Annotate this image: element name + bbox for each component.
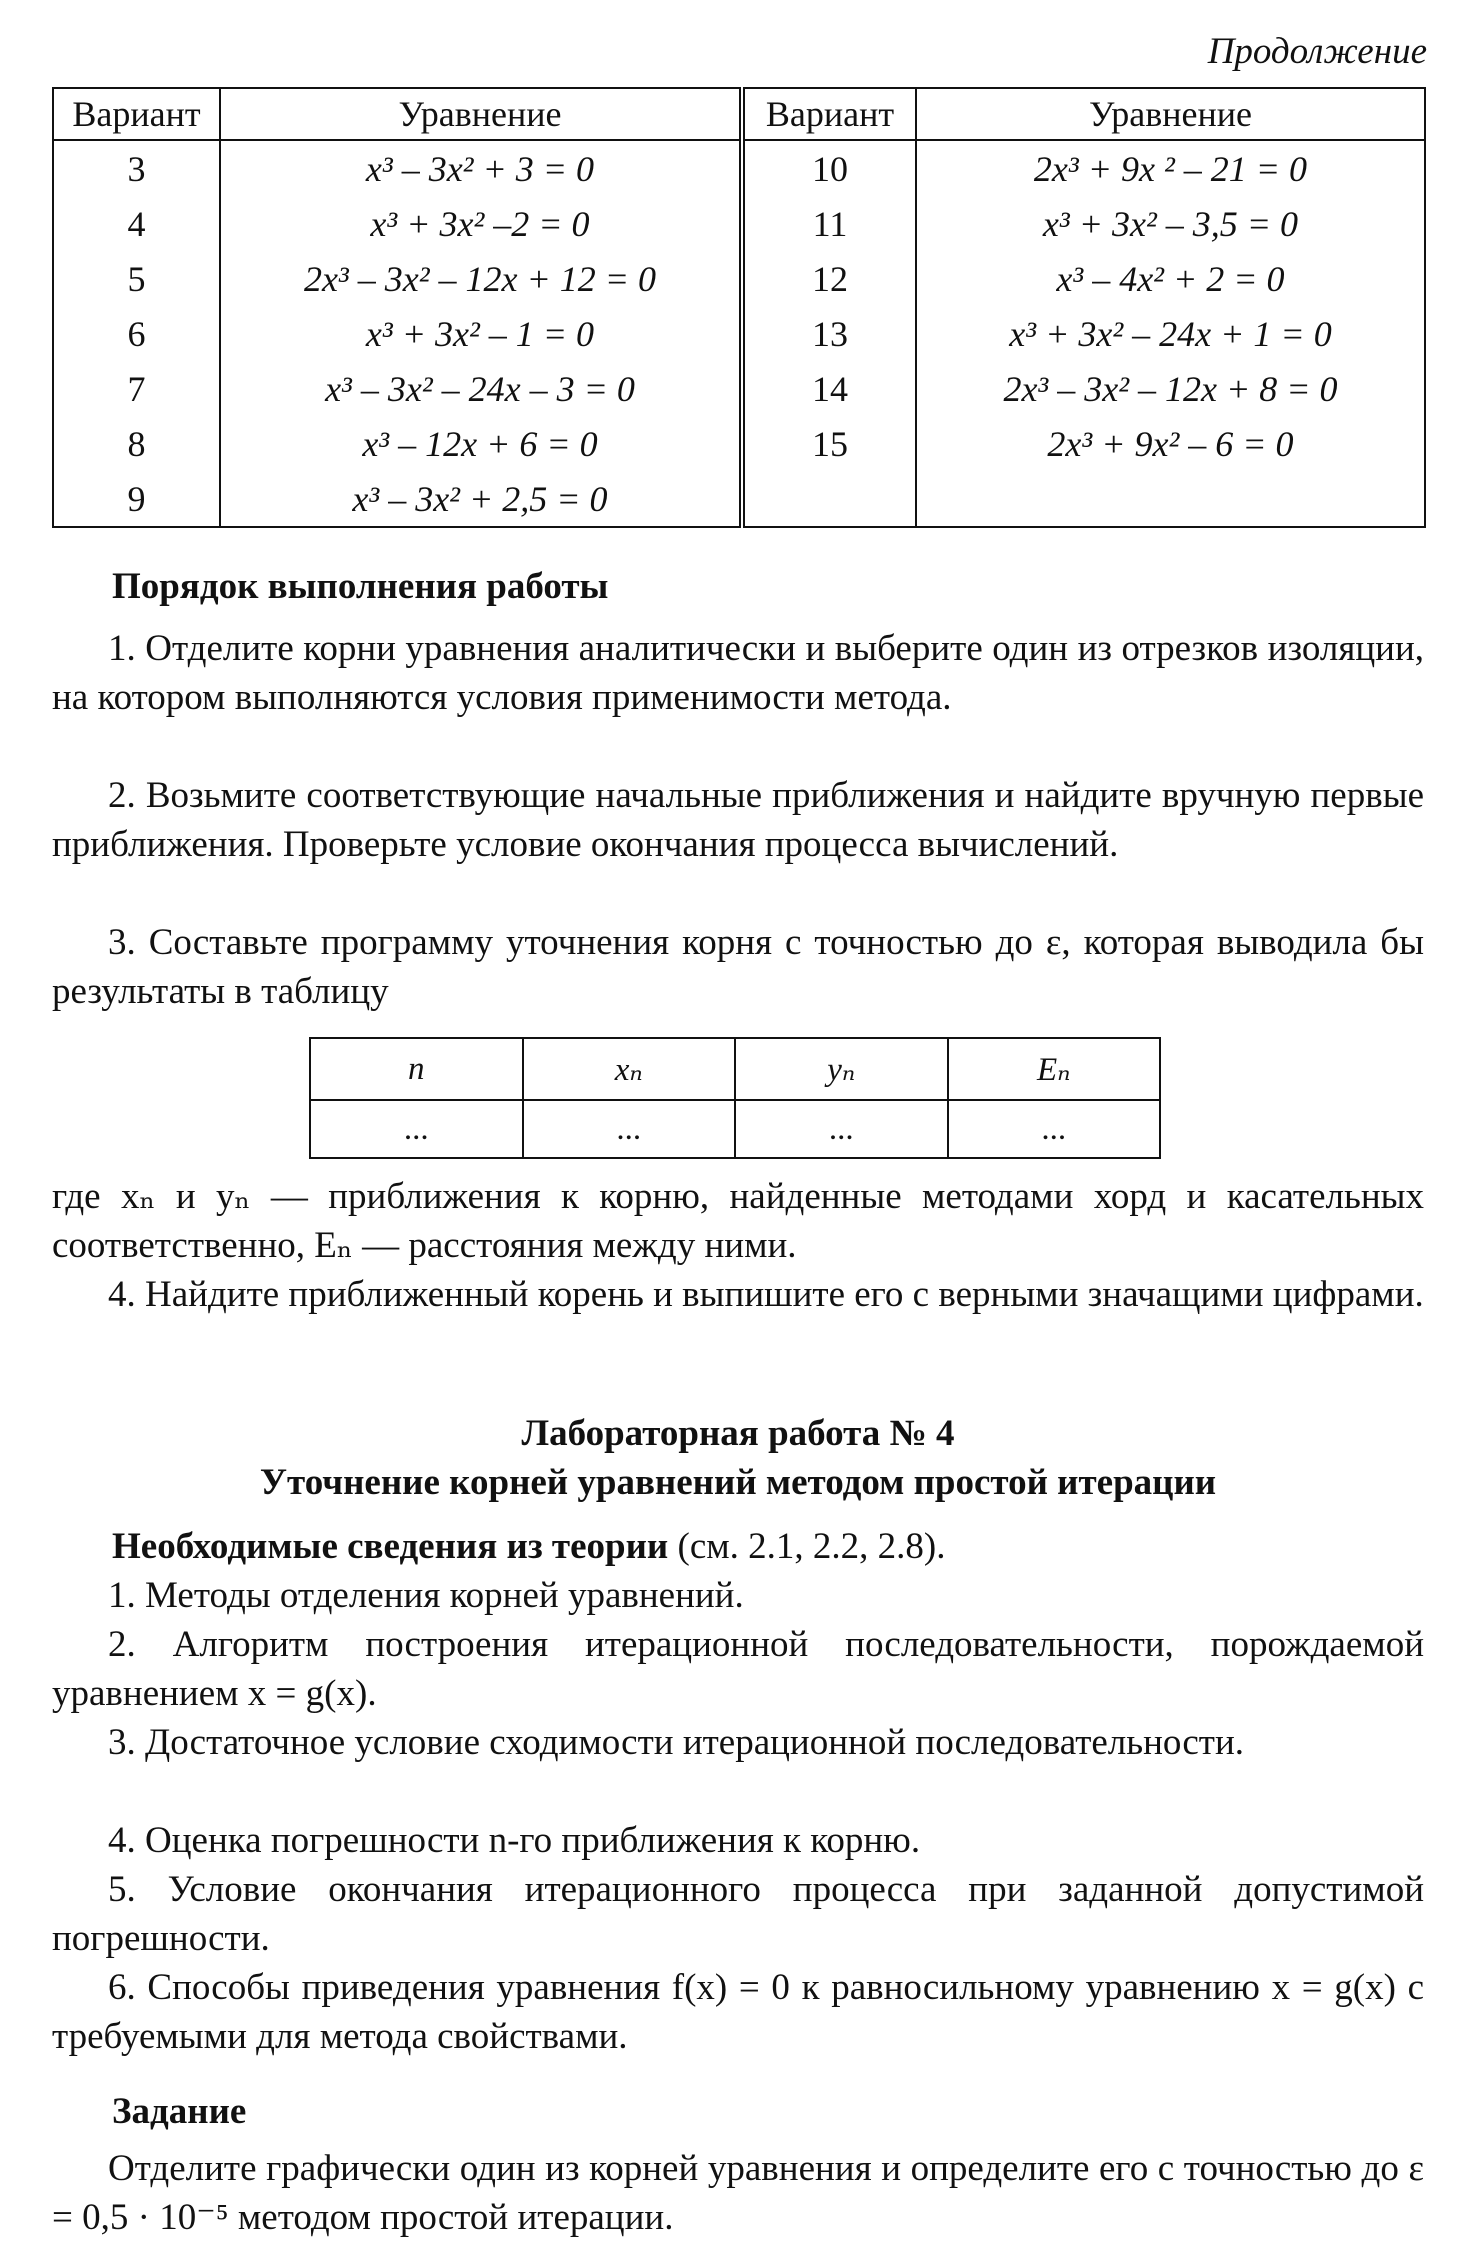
theory-item-5: 5. Условие окончания итерационного процесса при заданной допустимой погрешности. [52,1869,1424,1959]
table-row [53,416,1425,471]
variants-header-row [53,88,1425,140]
table-row [310,1100,1160,1158]
variant-number: 5 [53,251,220,306]
theory-reference: (см. 2.1, 2.2, 2.8). [668,1526,946,1567]
variant-number: 11 [742,196,916,251]
procedure-heading: Порядок выполнения работы [112,566,609,607]
table-row [53,361,1425,416]
results-header-row [310,1038,1160,1100]
equation-cell: x³ + 3x² –2 = 0 [220,196,742,251]
theory-item-2: 2. Алгоритм построения итерационной последовательности, порождаемой уравнением x = g(x). [52,1624,1424,1714]
table-row [53,251,1425,306]
column-header-variant: Вариант [742,88,916,140]
table-row [53,196,1425,251]
variant-number: 14 [742,361,916,416]
procedure-step-3: 3. Составьте программу уточнения корня с точностью до ε, которая выводила бы результаты в таблицу [52,922,1424,1012]
column-header-equation: Уравнение [220,88,742,140]
variant-number [742,471,916,527]
table-row [53,306,1425,361]
column-header-en: Eₙ [948,1038,1161,1100]
variant-number: 13 [742,306,916,361]
variant-number: 6 [53,306,220,361]
variant-number: 3 [53,140,220,196]
continuation-label: Продолжение [1207,31,1427,72]
task-heading: Задание [112,2091,247,2132]
variant-number: 10 [742,140,916,196]
equation-cell: x³ – 12x + 6 = 0 [220,416,742,471]
results-cell: ... [523,1100,736,1158]
procedure-step-4: 4. Найдите приближенный корень и выпишите его с верными значащими цифрами. [108,1274,1424,1315]
equation-cell: 2x³ + 9x ² – 21 = 0 [916,140,1425,196]
results-cell: ... [735,1100,948,1158]
results-table [309,1037,1161,1159]
equation-cell: 2x³ + 9x² – 6 = 0 [916,416,1425,471]
table-row [53,140,1425,196]
task-text: Отделите графически один из корней уравнения и определите его с точностью до ε = 0,5 · 10⁻⁵ методом простой итерации. [52,2148,1424,2238]
equation-cell: 2x³ – 3x² – 12x + 12 = 0 [220,251,742,306]
equation-cell: x³ – 3x² + 2,5 = 0 [220,471,742,527]
theory-item-4: 4. Оценка погрешности n-го приближения к корню. [108,1820,921,1861]
equation-cell: x³ – 4x² + 2 = 0 [916,251,1425,306]
variant-number: 4 [53,196,220,251]
equation-cell: x³ – 3x² + 3 = 0 [220,140,742,196]
procedure-step-1: 1. Отделите корни уравнения аналитически и выберите один из отрезков изоляции, на котором выполняются условия применимости метода. [52,628,1424,718]
table-row [53,471,1425,527]
theory-heading: Необходимые сведения из теории [112,1526,669,1567]
variant-number: 8 [53,416,220,471]
theory-item-1: 1. Методы отделения корней уравнений. [108,1575,744,1616]
column-header-equation: Уравнение [916,88,1425,140]
column-header-variant: Вариант [53,88,220,140]
variant-number: 7 [53,361,220,416]
lab-subtitle: Уточнение корней уравнений методом простой итерации [259,1462,1217,1503]
column-header-n: n [310,1038,523,1100]
variant-number: 12 [742,251,916,306]
column-header-xn: xₙ [523,1038,736,1100]
results-cell: ... [310,1100,523,1158]
variant-number: 9 [53,471,220,527]
results-cell: ... [948,1100,1161,1158]
variant-number: 15 [742,416,916,471]
column-header-yn: yₙ [735,1038,948,1100]
theory-item-3: 3. Достаточное условие сходимости итерационной последовательности. [108,1722,1244,1763]
theory-line [112,1522,1424,1571]
where-text: где xₙ и yₙ — приближения к корню, найденные методами хорд и касательных соответственно, Eₙ — расстояния между ними. [52,1176,1424,1266]
procedure-step-2: 2. Возьмите соответствующие начальные приближения и найдите вручную первые приближения. Проверьте условие окончания процесса вычислений. [52,775,1424,865]
equation-cell: x³ – 3x² – 24x – 3 = 0 [220,361,742,416]
equation-cell: 2x³ – 3x² – 12x + 8 = 0 [916,361,1425,416]
theory-item-6: 6. Способы приведения уравнения f(x) = 0 к равносильному уравнению x = g(x) с требуемыми для метода свойствами. [52,1967,1424,2057]
equation-cell [916,471,1425,527]
equation-cell: x³ + 3x² – 24x + 1 = 0 [916,306,1425,361]
variants-table [52,87,1426,528]
equation-cell: x³ + 3x² – 1 = 0 [220,306,742,361]
equation-cell: x³ + 3x² – 3,5 = 0 [916,196,1425,251]
lab-title: Лабораторная работа № 4 [521,1413,955,1454]
